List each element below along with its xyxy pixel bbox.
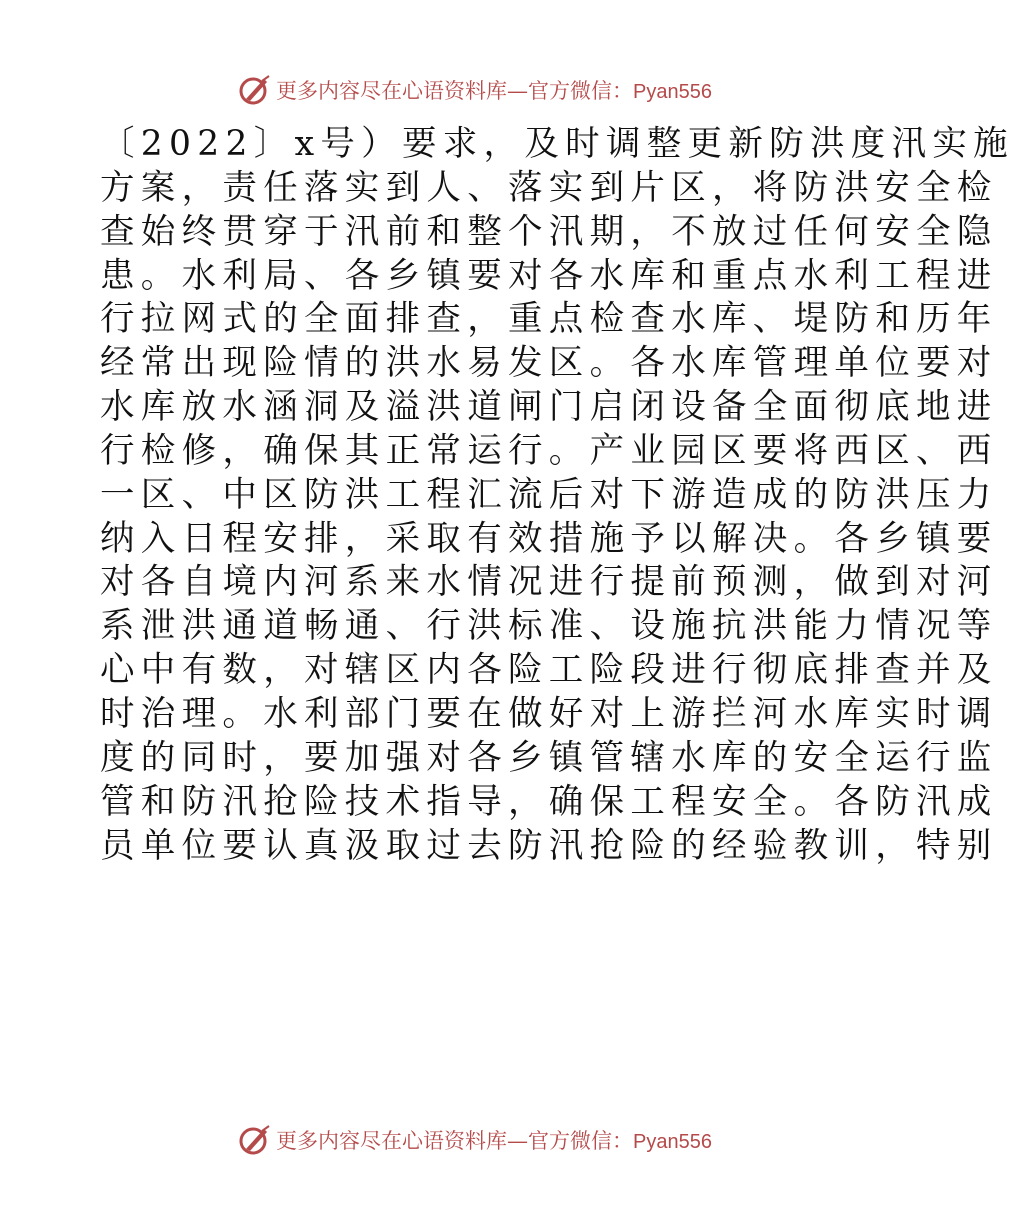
text-line: 行检修，确保其正常运行。产业园区要将西区、西 [100,430,998,471]
text-line: 行拉网式的全面排查，重点检查水库、堤防和历年 [100,299,998,340]
text-line: 对各自境内河系来水情况进行提前预测，做到对河 [100,562,998,603]
footer-watermark [0,1120,950,1160]
header-watermark [0,70,950,110]
watermark-text: 更多内容尽在心语资料库—官方微信：Pyan556 [276,1129,712,1153]
text-line: 时治理。水利部门要在做好对上游拦河水库实时调 [100,693,998,734]
text-line: 查始终贯穿于汛前和整个汛期，不放过任何安全隐 [100,211,998,252]
text-line: 水库放水涵洞及溢洪道闸门启闭设备全面彻底地进 [100,387,998,428]
text-line: 〔2022〕x号）要求，及时调整更新防洪度汛实施 [100,124,1014,164]
text-line: 患。水利局、各乡镇要对各水库和重点水利工程进 [100,255,998,296]
text-line: 度的同时，要加强对各乡镇管辖水库的安全运行监 [100,737,998,778]
text-line: 方案，责任落实到人、落实到片区，将防洪安全检 [100,167,998,208]
quill-logo-icon [238,73,272,107]
text-line: 纳入日程安排，采取有效措施予以解决。各乡镇要 [100,518,998,559]
text-line: 心中有数，对辖区内各险工险段进行彻底排查并及 [100,650,998,691]
quill-logo-icon [238,1123,272,1157]
text-line: 员单位要认真汲取过去防汛抢险的经验教训，特别 [100,825,998,866]
text-line: 一区、中区防洪工程汇流后对下游造成的防洪压力 [100,474,998,515]
document-body [100,123,1014,868]
text-line: 经常出现险情的洪水易发区。各水库管理单位要对 [100,343,998,384]
watermark-text: 更多内容尽在心语资料库—官方微信：Pyan556 [276,79,712,103]
text-line: 系泄洪通道畅通、行洪标准、设施抗洪能力情况等 [100,606,998,647]
text-line: 管和防汛抢险技术指导，确保工程安全。各防汛成 [100,781,998,822]
